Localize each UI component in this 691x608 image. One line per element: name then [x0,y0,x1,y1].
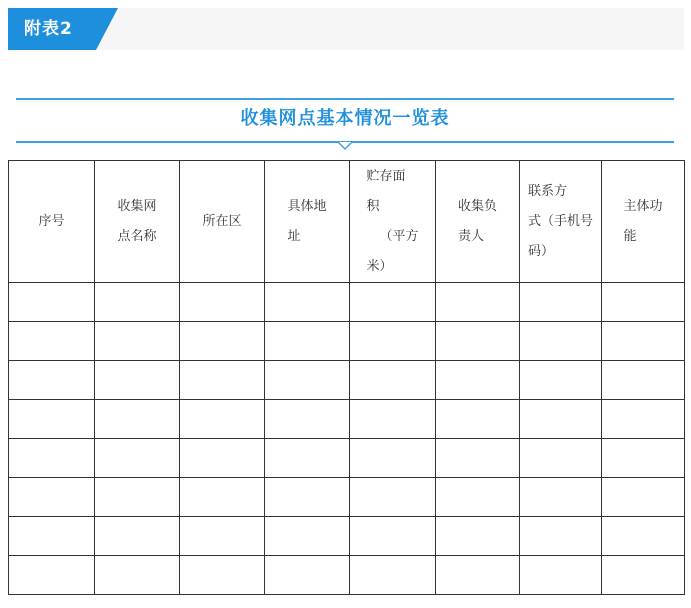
col-header-address-text [287,192,326,252]
table-cell [180,322,265,361]
col-header-point-name-text [117,192,156,252]
table-cell [180,517,265,556]
header-text-line: 所在区 [202,213,242,229]
col-header-address [265,161,350,283]
table-cell [265,556,350,595]
table-cell [520,322,602,361]
table-cell [95,556,180,595]
table-cell [350,400,436,439]
table-cell [265,400,350,439]
table-title: 收集网点基本情况一览表 [240,108,450,129]
header-text-line: 码） [527,243,554,259]
table-cell [350,439,436,478]
header-text-line: 能 [623,228,637,244]
col-header-storage-area [350,161,436,283]
table-row [9,361,685,400]
header-row [9,161,685,283]
table-cell [180,283,265,322]
table-cell [520,400,602,439]
table-cell [265,361,350,400]
table-cell [95,517,180,556]
table-row [9,439,685,478]
header-text-line: 贮存面 [366,168,406,184]
header-text-line: 收集网 [117,198,157,214]
col-header-district-text [202,207,241,237]
table-cell [95,361,180,400]
col-header-manager-text [458,192,497,252]
table-cell [350,361,436,400]
header-text-line: 点名称 [117,228,157,244]
header-text-line: （平方 [379,228,419,244]
table-cell [520,439,602,478]
header-text-line: 具体地 [287,198,327,214]
table-row [9,400,685,439]
appendix-tag-label: 附表2 [24,19,73,39]
header-text-line: 式（手机号 [527,213,593,229]
table-cell [350,478,436,517]
table-cell [265,283,350,322]
table-cell [9,322,95,361]
table-cell [602,361,685,400]
table-row [9,556,685,595]
table-cell [436,361,520,400]
col-header-manager [436,161,520,283]
col-header-district [180,161,265,283]
table-cell [9,361,95,400]
header-text-line: 米） [366,258,393,274]
header-text-line: 积 [366,198,380,214]
table-cell [602,439,685,478]
table-cell [436,439,520,478]
table-cell [436,517,520,556]
table-cell [350,283,436,322]
table-cell [95,322,180,361]
col-header-contact-text [528,177,593,267]
table-cell [180,361,265,400]
table-cell [95,400,180,439]
table-cell [9,400,95,439]
table-cell [350,556,436,595]
col-header-function [602,161,685,283]
table-cell [602,517,685,556]
table-cell [602,478,685,517]
table-cell [520,556,602,595]
table-cell [95,283,180,322]
table-cell [9,517,95,556]
table-cell [95,439,180,478]
table-cell [9,283,95,322]
header-text-line: 收集负 [457,198,497,214]
table-cell [520,517,602,556]
table-cell [265,439,350,478]
table-row [9,517,685,556]
table-cell [265,478,350,517]
table-cell [436,322,520,361]
table-cell [436,283,520,322]
col-header-contact [520,161,602,283]
table-cell [9,556,95,595]
table-cell [265,517,350,556]
header-text-line: 主体功 [623,198,663,214]
table-cell [520,283,602,322]
header-text-line: 址 [287,228,301,244]
table-cell [350,322,436,361]
header-text-line: 联系方 [527,183,567,199]
title-notch-inner [339,142,351,148]
table-cell [436,478,520,517]
table-cell [350,517,436,556]
table-cell [436,556,520,595]
title-top-rule [16,98,674,100]
col-header-serial [9,161,95,283]
table-body [9,283,685,595]
table-cell [9,439,95,478]
table-cell [520,478,602,517]
table-row [9,283,685,322]
table-cell [180,478,265,517]
table-cell [520,361,602,400]
table-cell [436,400,520,439]
col-header-point-name [95,161,180,283]
table-row [9,322,685,361]
table-cell [180,439,265,478]
col-header-storage-area-text [366,162,418,282]
table-row [9,478,685,517]
header-text-line: 责人 [457,228,484,244]
table-cell [602,283,685,322]
col-header-function-text [623,192,662,252]
table-cell [602,322,685,361]
table-cell [180,400,265,439]
table-cell [602,400,685,439]
table-cell [265,322,350,361]
table-cell [9,478,95,517]
table-cell [602,556,685,595]
header-text-line: 序号 [38,213,65,229]
collection-points-table [8,160,685,595]
col-header-serial-text [38,207,64,237]
table-cell [180,556,265,595]
table-cell [95,478,180,517]
